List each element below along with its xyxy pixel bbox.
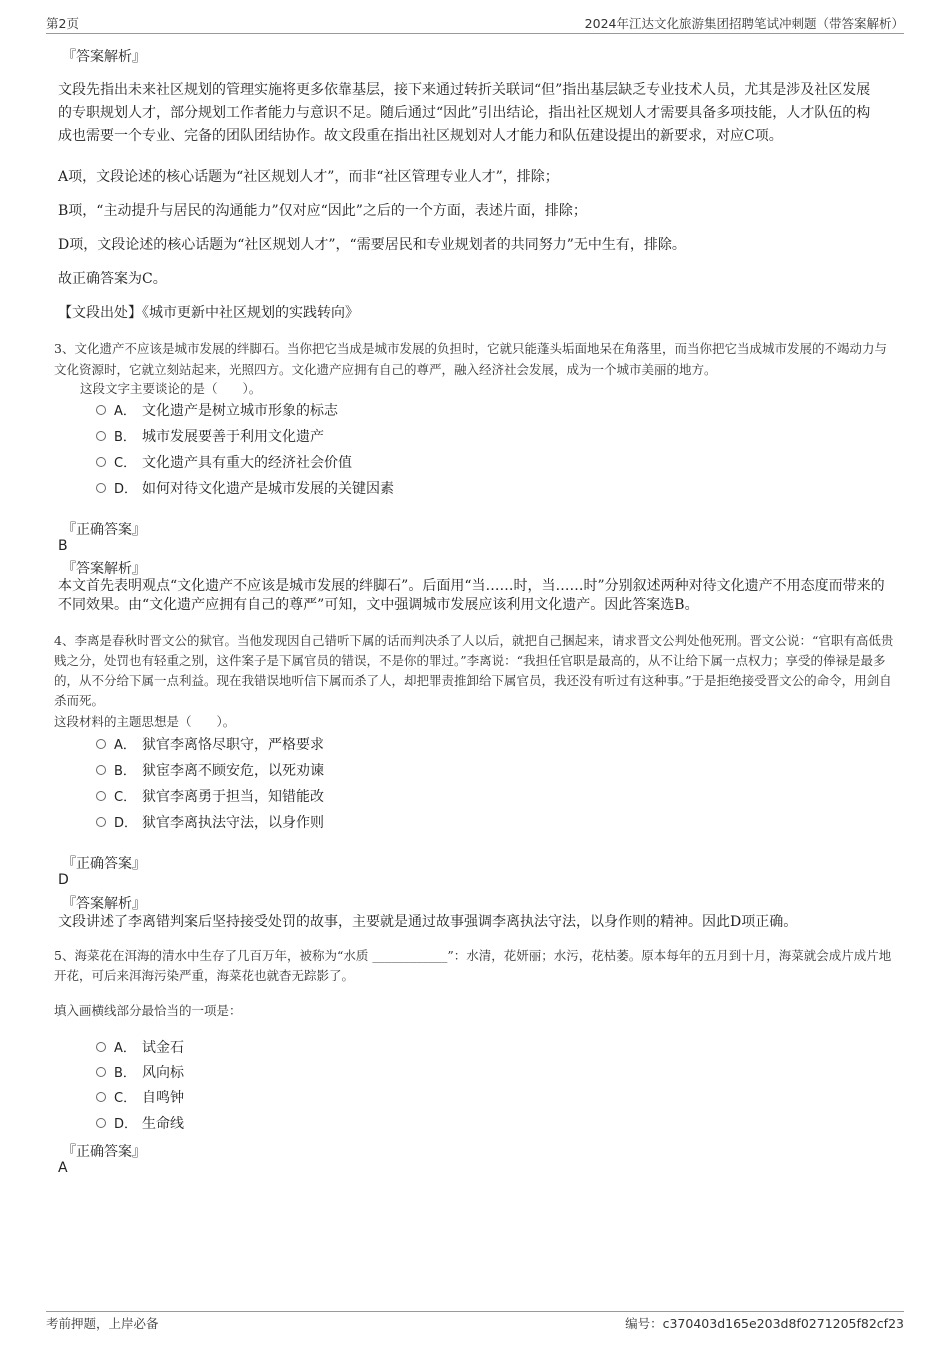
footer-divider [46, 1311, 904, 1312]
q4-option-d[interactable]: D． 狱官李离执法守法，以身作则 [96, 812, 324, 832]
q2-point-a: A项，文段论述的核心话题为“社区规划人才”，而非“社区管理专业人才”，排除； [58, 169, 559, 185]
q5-option-d[interactable]: D． 生命线 [96, 1113, 184, 1133]
radio-icon[interactable] [96, 483, 106, 493]
fill-blank: ____________ [372, 948, 448, 963]
q4-option-a[interactable]: A． 狱官李离恪尽职守，严格要求 [96, 734, 324, 754]
q5-answer-label: 『正确答案』 [62, 1144, 146, 1160]
q2-analysis-label: 『答案解析』 [62, 49, 146, 65]
q2-analysis-text: 文段先指出未来社区规划的管理实施将更多依靠基层，接下来通过转折关联词“但”指出基层缺乏专业技术人员，尤其是涉及社区发展的专职规划人才，部分规划工作者能力与意识不足。随后通过“因此”引出结论，指出社区规划人才需要具备多项技能，人才队伍的构成也需要一个专业、完备的团队团结协作。故文段重在指出社区规划对人才能力和队伍建设提出的新要求，对应C项。 [58, 82, 871, 144]
q2-point-b: B项，“主动提升与居民的沟通能力”仅对应“因此”之后的一个方面，表述片面，排除； [58, 203, 587, 219]
q5-option-a[interactable]: A． 试金石 [96, 1037, 184, 1057]
q4-option-b[interactable]: B． 狱宦李离不顾安危，以死劝谏 [96, 760, 324, 780]
page-number: 第2页 [46, 16, 79, 31]
q2-conclusion: 故正确答案为C。 [58, 271, 167, 287]
radio-icon[interactable] [96, 1092, 106, 1102]
radio-icon[interactable] [96, 1118, 106, 1128]
q3-question: 这段文字主要谈论的是（ ）。 [80, 381, 262, 396]
q2-point-d: D项，文段论述的核心话题为“社区规划人才”，“需要居民和专业规划者的共同努力”无中生有，排除。 [58, 237, 686, 253]
q3-analysis-label: 『答案解析』 [62, 561, 146, 577]
q3-option-b[interactable]: B． 城市发展要善于利用文化遗产 [96, 426, 324, 446]
q4-answer-label: 『正确答案』 [62, 856, 146, 872]
q4-analysis-text: 文段讲述了李离错判案后坚持接受处罚的故事，主要就是通过故事强调李离执法守法，以身作则的精神。因此D项正确。 [58, 914, 798, 930]
radio-icon[interactable] [96, 765, 106, 775]
footer-code: 编号：c370403d165e203d8f0271205f82cf23 [625, 1316, 904, 1331]
q5-question: 填入画横线部分最恰当的一项是： [54, 1003, 242, 1018]
radio-icon[interactable] [96, 1042, 106, 1052]
q4-analysis-label: 『答案解析』 [62, 896, 146, 912]
q3-option-c[interactable]: C． 文化遗产具有重大的经济社会价值 [96, 452, 352, 472]
q4-answer: D [58, 872, 69, 888]
q3-answer-label: 『正确答案』 [62, 522, 146, 538]
q3-stem: 3、文化遗产不应该是城市发展的绊脚石。当你把它当成是城市发展的负担时，它就只能蓬头垢面地呆在角落里，而当你把它当成城市发展的不竭动力与文化资源时，它就立刻站起来，光照四方。文化遗产应拥有自己的尊严，融入经济社会发展，成为一个城市美丽的地方。 [54, 341, 887, 377]
q4-question: 这段材料的主题思想是（ ）。 [54, 714, 236, 729]
q4-stem: 4、李离是春秋时晋文公的狱官。当他发现因自己错听下属的话而判决杀了人以后，就把自己捆起来，请求晋文公判处他死刑。晋文公说：“官职有高低贵贱之分，处罚也有轻重之别，这件案子是下属官员的错误，不是你的罪过。”李离说：“我担任官职是最高的，从不让给下属一点权力；享受的俸禄是最多的，从不分给下属一点利益。现在我错误地听信下属而杀了人，却把罪责推卸给下属官员，我还没有听过有这种事。”于是拒绝接受晋文公的命令，用剑自杀而死。 [54, 633, 894, 708]
q5-option-b[interactable]: B． 风向标 [96, 1062, 184, 1082]
q5-answer: A [58, 1160, 68, 1176]
q3-option-d[interactable]: D． 如何对待文化遗产是城市发展的关键因素 [96, 478, 394, 498]
q3-analysis-text: 本文首先表明观点“文化遗产不应该是城市发展的绊脚石”。后面用“当……时，当……时”分别叙述两种对待文化遗产不用态度而带来的不同效果。由“文化遗产应拥有自己的尊严”可知，文中强调城市发展应该利用文化遗产。因此答案选B。 [58, 578, 885, 613]
q2-source: 【文段出处】《城市更新中社区规划的实践转向》 [58, 305, 359, 321]
radio-icon[interactable] [96, 817, 106, 827]
q3-option-a[interactable]: A． 文化遗产是树立城市形象的标志 [96, 400, 338, 420]
q3-answer: B [58, 538, 68, 554]
header-divider [46, 33, 904, 34]
q5-option-c[interactable]: C． 自鸣钟 [96, 1087, 184, 1107]
radio-icon[interactable] [96, 791, 106, 801]
radio-icon[interactable] [96, 431, 106, 441]
radio-icon[interactable] [96, 1067, 106, 1077]
document-title: 2024年江达文化旅游集团招聘笔试冲刺题（带答案解析） [584, 16, 904, 31]
footer-slogan: 考前押题，上岸必备 [46, 1316, 159, 1331]
radio-icon[interactable] [96, 457, 106, 467]
radio-icon[interactable] [96, 405, 106, 415]
q5-stem: 5、海菜花在洱海的清水中生存了几百万年，被称为“水质 ____________”：水清，花妍丽；水污，花枯萎。原本每年的五月到十月，海菜就会成片成片地开花，可后来洱海污染严重，海菜花也就杳无踪影了。 [54, 948, 892, 983]
q4-option-c[interactable]: C． 狱官李离勇于担当，知错能改 [96, 786, 324, 806]
radio-icon[interactable] [96, 739, 106, 749]
